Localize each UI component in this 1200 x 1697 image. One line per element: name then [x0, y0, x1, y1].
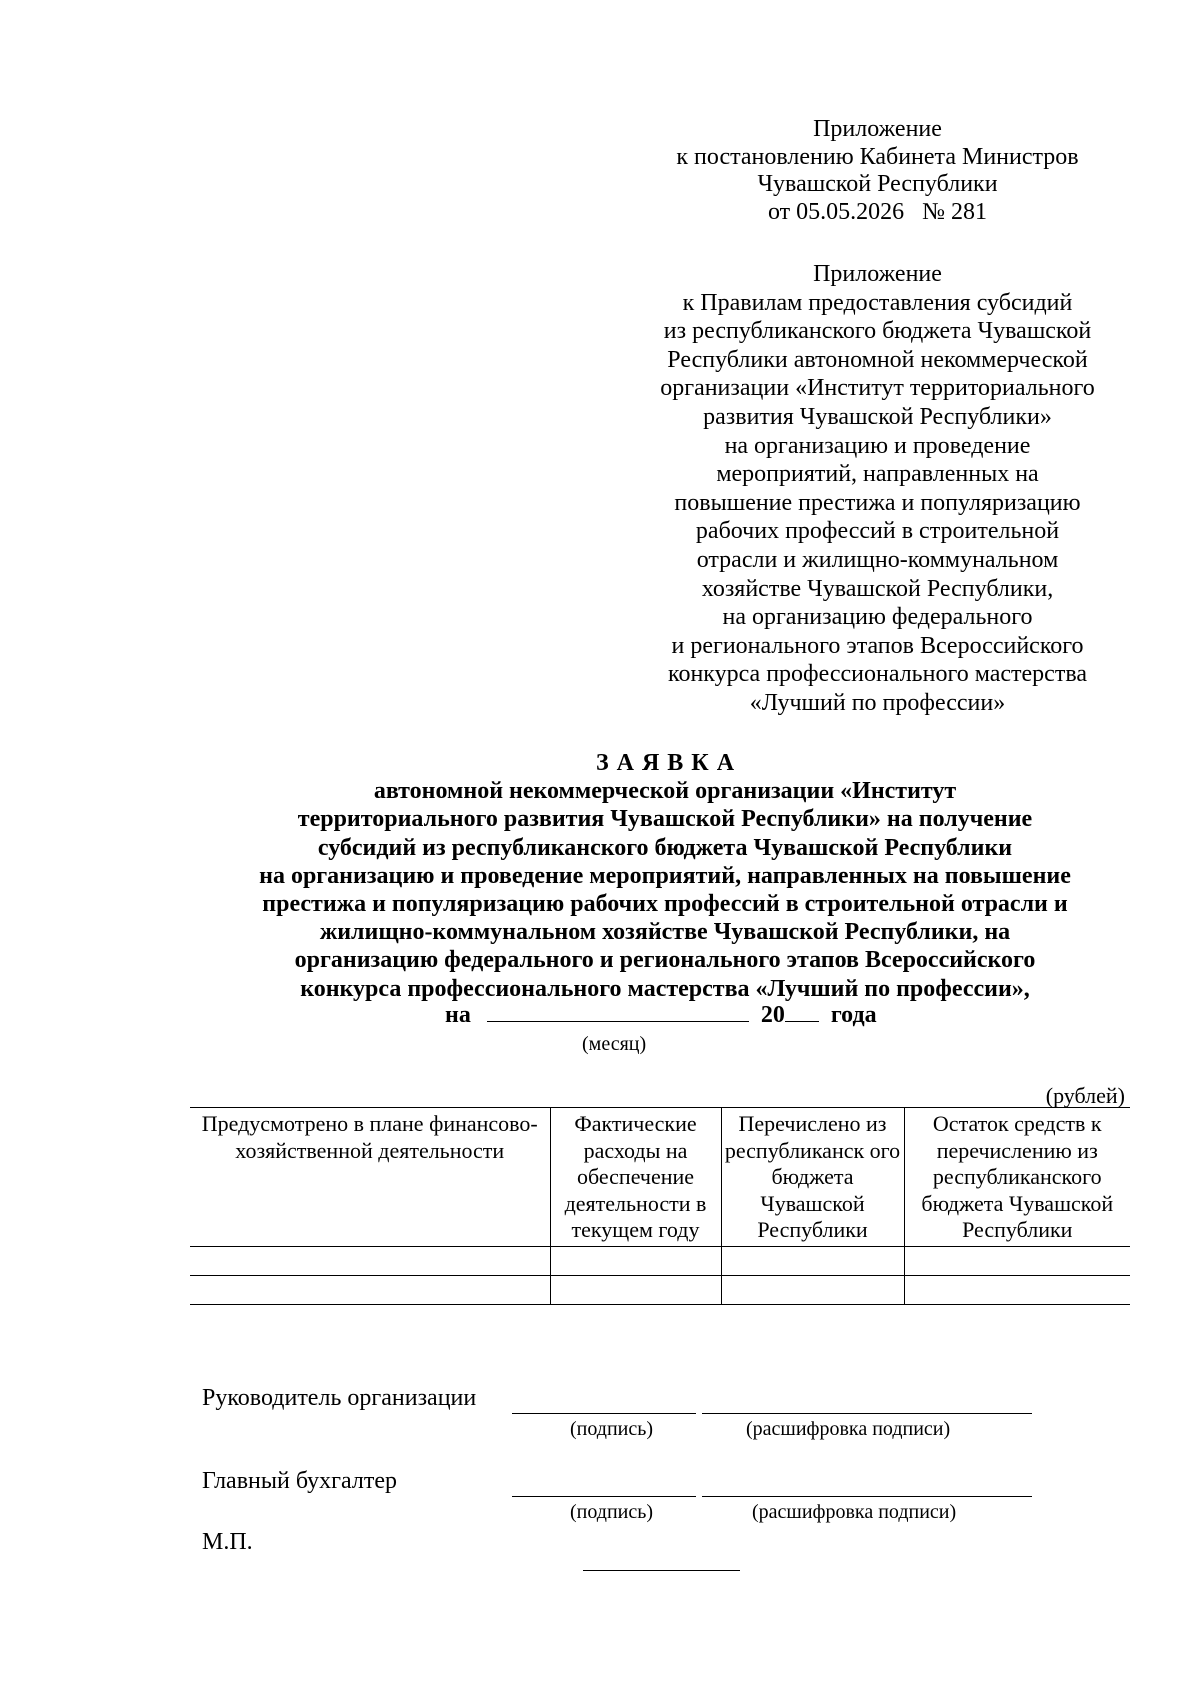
- appendix-rules-line: к Правилам предоставления субсидий: [682, 289, 1073, 316]
- column-header-actual: Фактические расходы на обеспечение деятельности в текущем году: [550, 1108, 721, 1247]
- column-header-transferred: Перечислено из республиканск ого бюджета Чувашской Республики: [721, 1108, 904, 1247]
- appendix-rules-line: на организацию федерального: [722, 604, 1033, 631]
- table-cell[interactable]: [550, 1275, 721, 1304]
- table-cell[interactable]: [190, 1275, 550, 1304]
- table-cell[interactable]: [190, 1246, 550, 1275]
- appendix-main-line: Чувашской Республики: [757, 171, 998, 197]
- appendix-rules-line: повышение престижа и популяризацию: [674, 489, 1081, 516]
- accountant-decoding-caption: (расшифровка подписи): [752, 1501, 957, 1523]
- head-signature-label: Руководитель организации: [202, 1385, 477, 1411]
- month-blank[interactable]: [487, 1001, 749, 1022]
- appendix-rules-line: из республиканского бюджета Чувашской: [663, 318, 1092, 345]
- application-title-line: автономной некоммерческой организации «Институт: [373, 778, 957, 805]
- appendix-rules-line: и регионального этапов Всероссийского: [671, 632, 1084, 659]
- head-decoding-caption: (расшифровка подписи): [746, 1418, 951, 1440]
- head-decoding-line[interactable]: [702, 1413, 1032, 1414]
- appendix-rules-line: мероприятий, направленных на: [716, 461, 1039, 488]
- appendix-rules-line: Республики автономной некоммерческой: [667, 346, 1088, 373]
- appendix-rules-line: развития Чувашской Республики»: [703, 403, 1052, 430]
- appendix-rules-line: рабочих профессий в строительной: [695, 518, 1060, 545]
- finance-table: [190, 1107, 1130, 1305]
- column-header-planned: Предусмотрено в плане финансово-хозяйственной деятельности: [190, 1108, 550, 1247]
- accountant-signature-line[interactable]: [512, 1496, 696, 1497]
- appendix-rules-line: «Лучший по профессии»: [749, 689, 1006, 716]
- appendix-main-line: к постановлению Кабинета Министров: [676, 143, 1079, 170]
- table-cell[interactable]: [721, 1246, 904, 1275]
- appendix-rules-line: конкурса профессионального мастерства: [668, 661, 1087, 688]
- application-title-line: престижа и популяризацию рабочих профессий в строительной отрасли и: [262, 891, 1068, 918]
- table-header-row: [190, 1108, 1130, 1247]
- accountant-signature-caption: (подпись): [570, 1501, 654, 1523]
- closing-line: [583, 1570, 740, 1571]
- appendix-main-block: [640, 116, 1115, 226]
- appendix-main-line: Приложение: [813, 116, 942, 142]
- year-blank[interactable]: [785, 1001, 819, 1022]
- appendix-rules-line: Приложение: [813, 261, 942, 287]
- head-signature-caption: (подпись): [570, 1418, 654, 1440]
- application-title-line: субсидий из республиканского бюджета Чувашской Республики: [317, 834, 1013, 861]
- table-cell[interactable]: [721, 1275, 904, 1304]
- head-signature-line[interactable]: [512, 1413, 696, 1414]
- table-row: [190, 1246, 1130, 1275]
- appendix-rules-line: хозяйстве Чувашской Республики,: [701, 575, 1054, 602]
- application-title-line: на организацию и проведение мероприятий, направленных на повышение: [259, 862, 1071, 889]
- appendix-rules-line: на организацию и проведение: [724, 432, 1031, 459]
- application-title-line: конкурса профессионального мастерства «Лучший по профессии»,: [300, 975, 1030, 1002]
- application-title: ЗАЯВКА: [595, 750, 743, 776]
- month-caption: (месяц): [582, 1033, 647, 1055]
- application-title-line: жилищно-коммунальном хозяйстве Чувашской Республики, на: [319, 919, 1011, 946]
- table-cell[interactable]: [904, 1275, 1130, 1304]
- stamp-label: М.П.: [202, 1529, 253, 1555]
- period-prefix: на: [445, 1002, 471, 1028]
- application-title-block: [185, 749, 1145, 1003]
- application-title-line: территориального развития Чувашской Республики» на получение: [297, 806, 1033, 833]
- appendix-main-line: от 05.05.2026 № 281: [767, 198, 988, 225]
- appendix-rules-line: организации «Институт территориального: [660, 375, 1095, 402]
- appendix-rules-line: отрасли и жилищно-коммунальном: [696, 546, 1059, 573]
- accountant-signature-label: Главный бухгалтер: [202, 1468, 397, 1494]
- accountant-decoding-line[interactable]: [702, 1496, 1032, 1497]
- units-label: (рублей): [1045, 1083, 1125, 1108]
- table-cell[interactable]: [550, 1246, 721, 1275]
- column-header-balance: Остаток средств к перечислению из республиканского бюджета Чувашской Республики: [904, 1108, 1130, 1247]
- application-title-line: организацию федерального и регионального этапов Всероссийского: [294, 947, 1036, 974]
- appendix-rules-block: [640, 260, 1115, 718]
- period-suffix: года: [830, 1002, 877, 1028]
- year-prefix: 20: [760, 1002, 785, 1028]
- period-row: [445, 1001, 877, 1029]
- table-cell[interactable]: [904, 1246, 1130, 1275]
- table-row: [190, 1275, 1130, 1304]
